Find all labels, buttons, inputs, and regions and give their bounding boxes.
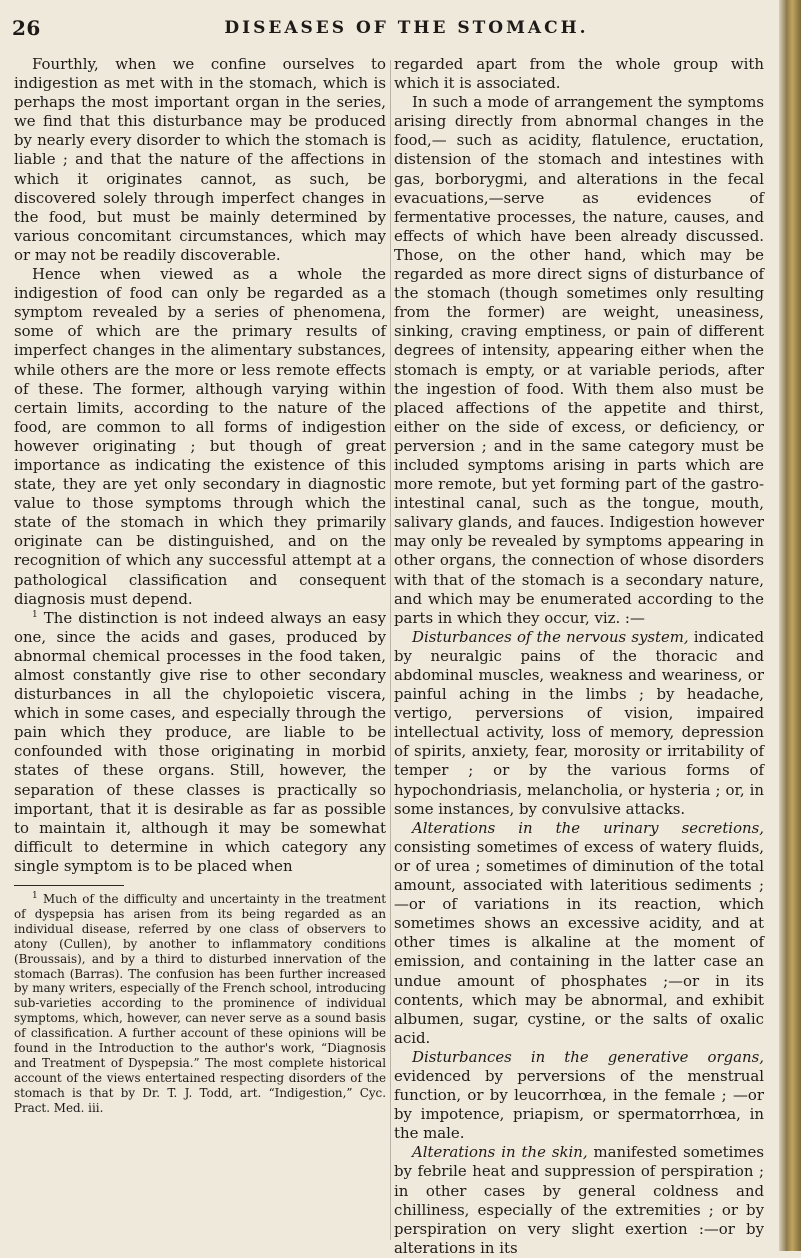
column-divider — [390, 60, 391, 1240]
item-heading: Alterations in the skin, — [412, 1143, 588, 1162]
item-text: evidenced by perversions of the menstrual function, or by leucorrhœa, in the female ; —or by impotence, priapism, or spermatorrhœa, in the male. — [394, 1066, 764, 1143]
left-column — [14, 55, 386, 1116]
list-item-generative — [394, 1048, 764, 1143]
list-item-urinary — [394, 819, 764, 1048]
item-heading: Disturbances in the generative organs, — [412, 1047, 764, 1066]
page-number: 26 — [12, 16, 41, 40]
footnote-text: Much of the difficulty and uncertainty in the treatment of dyspepsia has arisen from its being regarded as an individual disease, referred by one class of observers to atony (Cullen), by another to inflammatory conditions (Broussais), and by a third to disturbed innervation of the stomach (Barras). The confusion has been further increased by many writers, especially of the French school, introducing sub-varieties according to the prominence of individual symptoms, which, however, can never serve as a sound basis of classification. A further account of these opinions will be found in the Introduction to the author's work, “Diagnosis and Treatment of Dyspepsia.” The most complete historical account of the views entertained respecting disorders of the stomach is that by Dr. T. J. Todd, art. “Indigestion,” Cyc. Pract. Med. iii. — [14, 892, 387, 1115]
page-edge-binding — [779, 0, 801, 1251]
paragraph-5: In such a mode of arrangement the symptoms arising directly from abnormal changes in the food,— such as acidity, flatulence, eructation, distension of the stomach and intestines with gas, borborygmi, and alterations in the fecal evacuations,—serve as evidences of fermentative processes, the nature, causes, and effects of which have been already discussed. Those, on the other hand, which may be regarded as more direct signs of disturbance of the stomach (though sometimes only resulting from the former) are weight, uneasiness, sinking, craving emptiness, or pain of different degrees of intensity, appearing either when the stomach is empty, or at variable periods, after the ingestion of food. With them also must be placed affections of the appetite and thirst, either on the side of excess, or deficiency, or perversion ; and in the same category must be included symptoms arising in parts which are more remote, but yet forming part of the gastro-intestinal canal, such as the tongue, mouth, salivary glands, and fauces. Indigestion however may only be revealed by symptoms appearing in other organs, the connection of whose disorders with that of the stomach is a secondary nature, and which may be enumerated according to the parts in which they occur, viz. :— — [394, 93, 764, 627]
right-column — [394, 55, 764, 1258]
footnote-rule — [14, 885, 124, 886]
item-text: manifested sometimes by febrile heat and suppression of perspiration ; in other cases by general coldness and chilliness, especially of the extremities ; or by perspiration on very slight exertion :—or by alterations in its — [394, 1143, 764, 1257]
footnote — [14, 892, 386, 1116]
item-heading: Alterations in the urinary secretions, — [412, 818, 764, 837]
footnote-marker: 1 — [32, 891, 38, 902]
list-item-skin — [394, 1143, 764, 1258]
running-head: DISEASES OF THE STOMACH. — [224, 18, 589, 38]
paragraph-2: Hence when viewed as a whole the indigestion of food can only be regarded as a symptom revealed by a series of phenomena, some of which are the primary results of imperfect changes in the alimentary substances, while others are the more or less remote effects of these. The former, although varying within certain limits, according to the nature of the food, are common to all forms of indigestion however originating ; but though of great importance as indicating the existence of this state, they are yet only secondary in diagnostic value to those symptoms through which the state of the stomach in which they primarily originate can be distinguished, and on the recognition of which any successful attempt at a pathological classification and consequent diagnosis must depend. — [14, 265, 386, 608]
footnote-reference: 1 — [32, 609, 38, 620]
paragraph-1: Fourthly, when we confine ourselves to indigestion as met with in the stomach, which is perhaps the most important organ in the series, we find that this disturbance may be produced by nearly every disorder to which the stomach is liable ; and that the nature of the affections in which it originates cannot, as such, be discovered solely through imperfect changes in the food, but must be mainly determined by various concomitant circumstances, which may or may not be readily discoverable. — [14, 55, 386, 264]
paragraph-3 — [14, 609, 386, 876]
paragraph-3-text: The distinction is not indeed always an easy one, since the acids and gases, produced by abnormal chemical processes in the food taken, almost constantly give rise to other secondary disturbances in all the chylopoietic viscera, which in some cases, and especially through the pain which they produce, are liable to be confounded with those originating in morbid states of these organs. Still, however, the separation of these classes is practically so important, that it is desirable as far as possible to maintain it, although it may be somewhat difficult to determine in which category any single symptom is to be placed when — [14, 608, 386, 875]
item-heading: Disturbances of the nervous system, — [412, 627, 689, 646]
page-header — [12, 14, 771, 44]
item-text: consisting sometimes of excess of watery fluids, or of urea ; sometimes of diminution of the total amount, associated with lateritious sediments ;—or of variations in its reaction, which sometimes shows an excessive acidity, and at other times is alkaline at the moment of emission, and containing in the latter case an undue amount of phosphates ;—or in its contents, which may be abnormal, and exhibit albumen, sugar, cystine, or the salts of oxalic acid. — [394, 837, 764, 1047]
paragraph-4: regarded apart from the whole group with which it is associated. — [394, 55, 764, 93]
list-item-nervous — [394, 628, 764, 819]
item-text: indicated by neuralgic pains of the thoracic and abdominal muscles, weakness and weariness, or painful aching in the limbs ; by headache, vertigo, perversions of vision, impaired intellectual activity, loss of memory, depression of spirits, anxiety, fear, morosity or irritability of temper ; or by the various forms of hypochondriasis, melancholia, or hysteria ; or, in some instances, by convulsive attacks. — [394, 627, 764, 818]
